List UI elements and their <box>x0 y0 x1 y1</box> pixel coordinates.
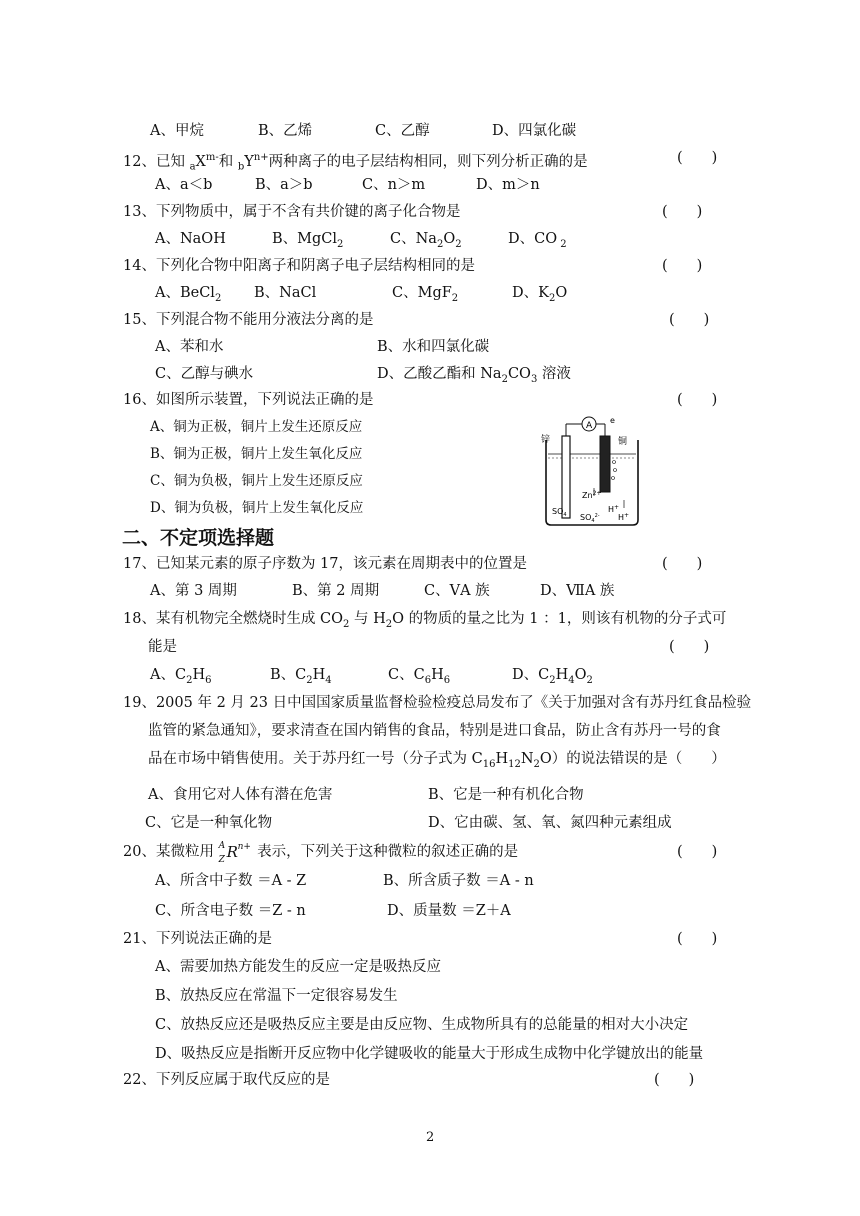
svg-text:e: e <box>610 416 615 425</box>
q15-option-c: C、乙醇与碘水 <box>155 366 254 382</box>
q14-option-c: C、MgF$_2$ <box>392 285 459 304</box>
q17-option-b: B、第 2 周期 <box>292 583 380 599</box>
q12-option-c: C、n＞m <box>362 177 426 193</box>
q17-option-d: D、ⅦA 族 <box>540 583 615 599</box>
q15-option-b: B、水和四氯化碳 <box>377 339 490 355</box>
q19-line-1: 19、2005 年 2 月 23 日中国国家质量监督检验检疫总局发布了《关于加强对含有苏丹红食品检验 <box>123 695 752 711</box>
q14-stem: 14、下列化合物中阳离子和阴离子电子层结构相同的是 <box>123 258 475 274</box>
q14-option-a: A、BeCl$_2$ <box>155 285 222 304</box>
q17-stem: 17、已知某元素的原子序数为 17，该元素在周期表中的位置是 <box>123 556 528 572</box>
q20-option-c: C、所含电子数 ＝Z - n <box>155 903 306 919</box>
q13-stem: 13、下列物质中，属于不含有共价键的离子化合物是 <box>123 204 461 220</box>
q16-option-b: B、铜为正极，铜片上发生氧化反应 <box>150 446 363 462</box>
q20-option-a: A、所含中子数 ＝A - Z <box>155 873 307 889</box>
q20-option-b: B、所含质子数 ＝A - n <box>383 873 534 889</box>
q17-answer-paren: ( ) <box>662 556 703 572</box>
svg-text:Zn2+: $Zn^{2+}$ <box>582 490 602 500</box>
svg-text:H+: H+ <box>608 504 620 514</box>
q18-option-a: A、$C_2H_6$ <box>150 667 212 686</box>
q13-option-d: D、CO $_2$ <box>508 231 567 250</box>
q11-option-b: B、乙烯 <box>258 123 313 139</box>
q15-option-d: D、乙酸乙酯和 $Na_2CO_3$ 溶液 <box>377 366 571 385</box>
q18-stem-cont: 能是 <box>148 639 177 655</box>
q17-option-a: A、第 3 周期 <box>150 583 237 599</box>
q15-stem: 15、下列混合物不能用分液法分离的是 <box>123 312 374 328</box>
q13-option-c: C、$Na_2O_2$ <box>390 231 462 250</box>
q11-option-d: D、四氯化碳 <box>492 123 577 139</box>
q17-option-c: C、ⅤA 族 <box>424 583 490 599</box>
q11-option-a: A、甲烷 <box>150 123 204 139</box>
q11-option-c: C、乙醇 <box>375 123 430 139</box>
page-number: 2 <box>426 1130 435 1145</box>
q13-answer-paren: ( ) <box>662 204 703 220</box>
q16-option-c: C、铜为负极，铜片上发生还原反应 <box>150 473 363 489</box>
q14-option-d: D、$K_2O$ <box>512 285 568 304</box>
section-heading: 二、不定项选择题 <box>122 527 275 549</box>
q18-answer-paren: ( ) <box>669 639 710 655</box>
q19-line-2: 监管的紧急通知》，要求清查在国内销售的食品，特别是进口食品，防止含有苏丹一号的食 <box>148 723 721 739</box>
q21-option-d: D、吸热反应是指断开反应物中化学键吸收的能量大于形成生成物中化学键放出的能量 <box>155 1046 704 1062</box>
q21-option-b: B、放热反应在常温下一定很容易发生 <box>155 988 398 1004</box>
q16-stem: 16、如图所示装置，下列说法正确的是 <box>123 392 374 408</box>
svg-text:SO4: $SO_4$ <box>552 507 567 518</box>
q18-option-c: C、$C_6H_6$ <box>388 667 451 686</box>
q16-answer-paren: ( ) <box>677 392 718 408</box>
q16-option-d: D、铜为负极，铜片上发生氧化反应 <box>150 500 364 516</box>
nuclide-symbol: A Z R n+ <box>218 841 251 865</box>
q18-stem: 18、某有机物完全燃烧时生成 $CO_2$ 与 $H_2O$ 的物质的量之比为 1 ：1，则该有机物的分子式可 <box>123 611 727 630</box>
svg-text:铜: 铜 <box>618 437 628 447</box>
q14-answer-paren: ( ) <box>662 258 703 274</box>
q15-option-a: A、苯和水 <box>155 339 224 355</box>
q22-answer-paren: ( ) <box>654 1072 695 1088</box>
q18-option-b: B、$C_2H_4$ <box>270 667 332 686</box>
q12-stem: 12、已知 $_aX^{m-}$和 $_bY^{n+}$两种离子的电子层结构相同，则下列分析正确的是 <box>123 152 588 173</box>
q12-option-a: A、a＜b <box>155 177 213 193</box>
svg-text:H+: H+ <box>618 512 630 522</box>
q14-option-b: B、NaCl <box>254 285 317 301</box>
q15-answer-paren: ( ) <box>669 312 710 328</box>
q22-stem: 22、下列反应属于取代反应的是 <box>123 1072 330 1088</box>
q21-answer-paren: ( ) <box>677 931 718 947</box>
svg-text:A: A <box>586 421 593 431</box>
q12-option-d: D、m＞n <box>476 177 540 193</box>
q21-stem: 21、下列说法正确的是 <box>123 931 272 947</box>
svg-text:SO42-: $SO_4^{2-}$ <box>580 513 600 524</box>
q12-option-b: B、a＞b <box>255 177 313 193</box>
q19-option-a: A、食用它对人体有潜在危害 <box>148 787 333 803</box>
q21-option-a: A、需要加热方能发生的反应一定是吸热反应 <box>155 959 441 975</box>
q16-option-a: A、铜为正极，铜片上发生还原反应 <box>150 419 363 435</box>
q18-option-d: D、$C_2H_4O_2$ <box>512 667 593 686</box>
q13-option-b: B、MgCl$_2$ <box>272 231 344 250</box>
svg-text:锌: 锌 <box>541 435 551 445</box>
q19-option-c: C、它是一种氧化物 <box>145 815 273 831</box>
q20-stem: 20、某微粒用 A Z R n+ 表示，下列关于这种微粒的叙述正确的是 <box>123 841 519 865</box>
q19-option-d: D、它由碳、氢、氧、氮四种元素组成 <box>428 815 672 831</box>
galvanic-cell-figure <box>538 412 648 528</box>
q12-answer-paren: ( ) <box>677 150 718 166</box>
q19-option-b: B、它是一种有机化合物 <box>428 787 584 803</box>
q19-line-3: 品在市场中销售使用。关于苏丹红一号（分子式为 $C_{16}H_{12}N_2O$）的说法错误的是（ ） <box>148 751 726 770</box>
q20-answer-paren: ( ) <box>677 844 718 860</box>
q21-option-c: C、放热反应还是吸热反应主要是由反应物、生成物所具有的总能量的相对大小决定 <box>155 1017 689 1033</box>
q20-option-d: D、质量数 ＝Z＋A <box>387 903 511 919</box>
q13-option-a: A、NaOH <box>155 231 226 247</box>
